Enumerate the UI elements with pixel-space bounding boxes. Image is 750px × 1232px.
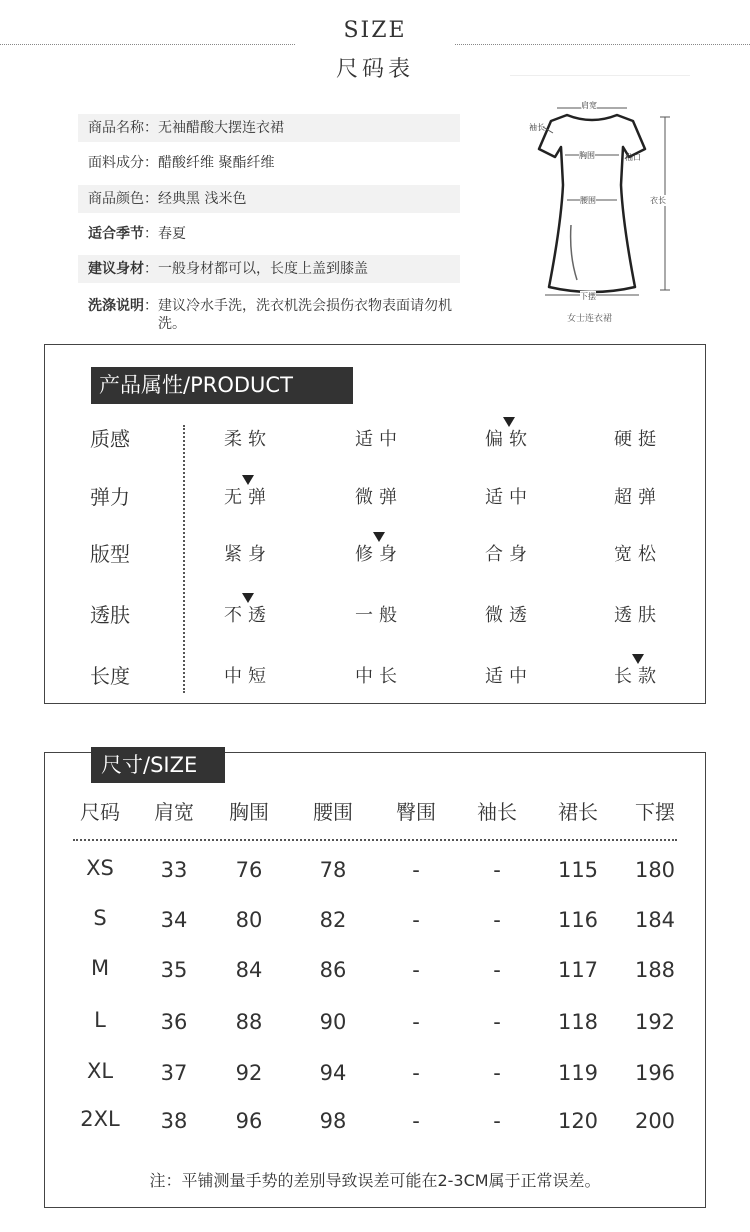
size-table-cell: 119 <box>557 1061 599 1085</box>
size-table-cell: 188 <box>634 958 676 982</box>
attributes-divider <box>183 425 185 693</box>
size-table-cell: 86 <box>319 958 347 982</box>
attribute-option: 适中 <box>485 666 533 687</box>
size-table-cell: 84 <box>235 958 263 982</box>
size-table-cell: 118 <box>557 1010 599 1034</box>
attribute-option: 中长 <box>355 666 403 687</box>
size-table-cell: 196 <box>634 1061 676 1085</box>
diagram-waist-label: 腰围 <box>580 196 596 205</box>
info-row <box>78 220 186 248</box>
size-table-cell: 78 <box>319 858 347 882</box>
info-key: 商品颜色 <box>88 191 144 207</box>
selected-marker-icon <box>242 593 254 603</box>
info-value: 醋酸纤维 聚酯纤维 <box>158 155 275 171</box>
attribute-option: 长款 <box>614 666 662 687</box>
size-table-header-cell: 下摆 <box>635 800 675 824</box>
size-table-cell: - <box>412 1061 420 1085</box>
size-table-cell: - <box>493 1109 501 1133</box>
attribute-label: 弹力 <box>90 485 130 509</box>
size-table-cell: 94 <box>319 1061 347 1085</box>
selected-marker-icon <box>242 475 254 485</box>
diagram-shoulder-label: 肩宽 <box>581 101 597 110</box>
info-separator: ： <box>144 120 158 136</box>
size-table-cell: 76 <box>235 858 263 882</box>
attribute-option: 硬挺 <box>614 429 662 450</box>
size-table-cell: 82 <box>319 908 347 932</box>
size-table-cell: 184 <box>634 908 676 932</box>
size-table-cell: 116 <box>557 908 599 932</box>
size-table-cell: - <box>493 908 501 932</box>
size-table-cell: 117 <box>557 958 599 982</box>
size-table-cell: - <box>412 858 420 882</box>
size-table-cell: - <box>412 958 420 982</box>
header-left-dotted-line <box>0 44 295 45</box>
selected-marker-icon <box>503 417 515 427</box>
size-table-cell: 92 <box>235 1061 263 1085</box>
attribute-option: 偏软 <box>485 429 533 450</box>
size-table-cell: - <box>493 1061 501 1085</box>
attribute-option: 修身 <box>355 544 403 565</box>
info-separator: ： <box>144 155 158 171</box>
attribute-option: 紧身 <box>224 544 272 565</box>
info-separator: ： <box>144 226 158 242</box>
info-key: 建议身材 <box>88 261 144 277</box>
info-value: 无袖醋酸大摆连衣裙 <box>158 120 284 136</box>
info-row <box>78 292 498 332</box>
attribute-option: 适中 <box>485 487 533 508</box>
size-table-cell: 34 <box>160 908 188 932</box>
size-table-cell: 96 <box>235 1109 263 1133</box>
diagram-caption: 女士连衣裙 <box>567 314 613 324</box>
size-table-header-cell: 胸围 <box>229 800 269 824</box>
attribute-option: 超弹 <box>614 487 662 508</box>
size-table-note: 注：平铺测量手势的差别导致误差可能在2-3CM属于正常误差。 <box>149 1171 601 1190</box>
info-value: 经典黑 浅米色 <box>158 191 247 207</box>
size-table-cell: M <box>90 956 110 980</box>
info-separator: ： <box>144 191 158 207</box>
size-table-cell: 192 <box>634 1010 676 1034</box>
info-value: 春夏 <box>158 226 186 242</box>
info-key: 洗涤说明 <box>88 298 144 314</box>
dress-diagram <box>505 75 695 340</box>
info-separator: ： <box>144 298 158 314</box>
attribute-option: 适中 <box>355 429 403 450</box>
size-table-cell: S <box>93 906 107 930</box>
info-key: 商品名称 <box>88 120 144 136</box>
selected-marker-icon <box>632 654 644 664</box>
info-separator: ： <box>144 261 158 277</box>
info-row <box>78 149 274 177</box>
attribute-label: 质感 <box>90 427 130 451</box>
info-row <box>78 114 460 142</box>
header-title-en: SIZE <box>343 18 407 43</box>
size-table-cell: - <box>412 908 420 932</box>
attribute-option: 微透 <box>485 605 533 626</box>
size-table-header-divider <box>73 839 677 841</box>
size-table-title: 尺寸/SIZE <box>91 747 225 783</box>
info-row <box>78 185 460 213</box>
attribute-label: 透肤 <box>90 603 130 627</box>
attribute-label: 版型 <box>90 542 130 566</box>
size-table-cell: XS <box>86 856 114 880</box>
size-table-header-cell: 尺码 <box>80 800 120 824</box>
size-table-header-cell: 袖长 <box>477 800 517 824</box>
header-title-cn: 尺码表 <box>335 57 414 82</box>
size-table-cell: 115 <box>557 858 599 882</box>
attribute-option: 宽松 <box>614 544 662 565</box>
size-table-cell: 200 <box>634 1109 676 1133</box>
header-right-dotted-line <box>455 44 750 45</box>
size-table-cell: - <box>493 1010 501 1034</box>
size-table-header-cell: 肩宽 <box>154 800 194 824</box>
size-table-cell: L <box>94 1008 106 1032</box>
diagram-length-label: 衣长 <box>650 196 666 205</box>
size-table-cell: XL <box>86 1059 114 1083</box>
attribute-option: 中短 <box>224 666 272 687</box>
size-table-cell: 180 <box>634 858 676 882</box>
size-table-cell: 80 <box>235 908 263 932</box>
size-table-cell: 36 <box>160 1010 188 1034</box>
size-table-cell: 33 <box>160 858 188 882</box>
attribute-option: 不透 <box>224 605 272 626</box>
size-table-cell: 38 <box>160 1109 188 1133</box>
size-table-header-cell: 臀围 <box>396 800 436 824</box>
size-table-cell: 98 <box>319 1109 347 1133</box>
dress-outline-icon <box>505 75 695 340</box>
size-table-cell: - <box>493 858 501 882</box>
info-value: 一般身材都可以，长度上盖到膝盖 <box>158 261 368 277</box>
attribute-option: 柔软 <box>224 429 272 450</box>
diagram-sleeve-label: 袖长 <box>529 123 545 132</box>
attribute-option: 一般 <box>355 605 403 626</box>
size-table-cell: - <box>412 1010 420 1034</box>
diagram-cuff-label: 袖口 <box>625 153 641 162</box>
size-table-header-cell: 裙长 <box>558 800 598 824</box>
attribute-option: 透肤 <box>614 605 662 626</box>
info-value: 建议冷水手洗，洗衣机洗会损伤衣物表面请勿机洗。 <box>158 298 452 332</box>
size-table-cell: 35 <box>160 958 188 982</box>
size-table-cell: - <box>493 958 501 982</box>
size-table-cell: 120 <box>557 1109 599 1133</box>
size-table-cell: - <box>412 1109 420 1133</box>
diagram-chest-label: 胸围 <box>579 151 595 160</box>
size-table-cell: 37 <box>160 1061 188 1085</box>
info-key: 面料成分 <box>88 155 144 171</box>
attribute-option: 微弹 <box>355 487 403 508</box>
diagram-hem-label: 下摆 <box>580 292 596 301</box>
attribute-option: 合身 <box>485 544 533 565</box>
size-table-header-cell: 腰围 <box>313 800 353 824</box>
size-table-cell: 2XL <box>80 1107 120 1131</box>
attribute-option: 无弹 <box>224 487 272 508</box>
attribute-label: 长度 <box>90 664 130 688</box>
size-table-cell: 90 <box>319 1010 347 1034</box>
attributes-title: 产品属性/PRODUCT <box>91 367 353 404</box>
size-table-cell: 88 <box>235 1010 263 1034</box>
selected-marker-icon <box>373 532 385 542</box>
info-key: 适合季节 <box>88 226 144 242</box>
info-row <box>78 255 460 283</box>
